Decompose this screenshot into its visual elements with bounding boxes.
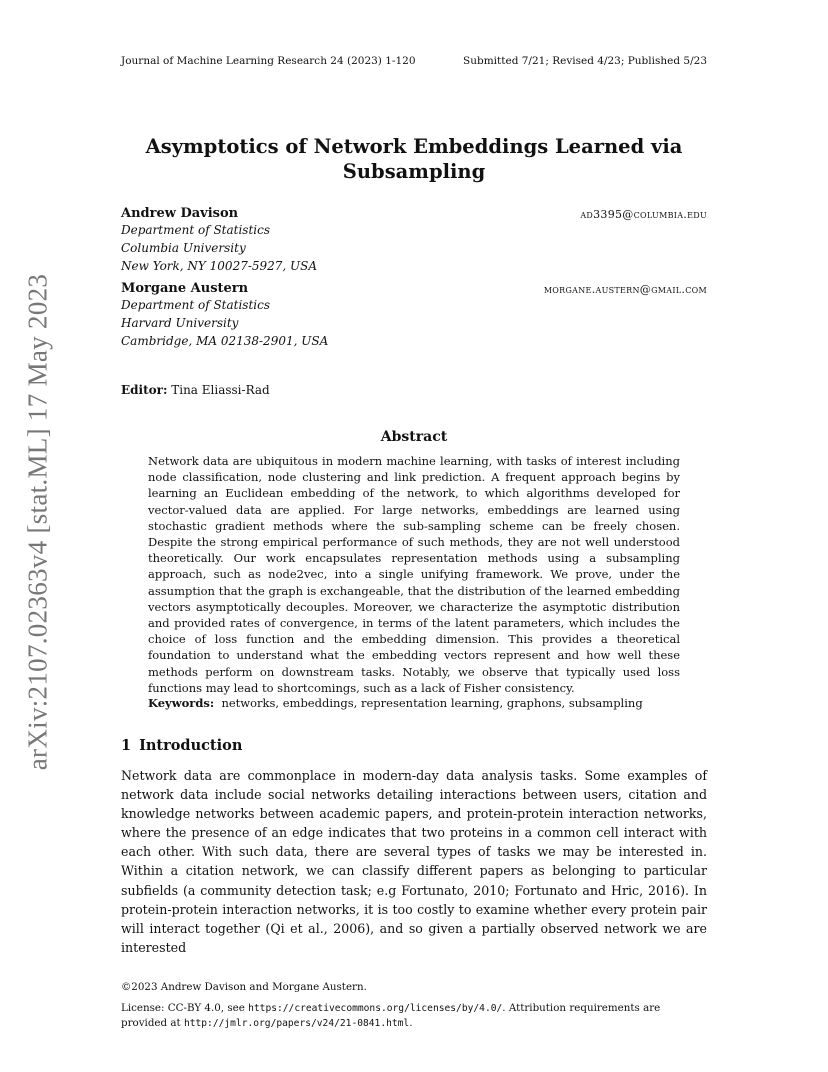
author-university: Columbia University	[121, 241, 246, 255]
author-address: New York, NY 10027-5927, USA	[121, 259, 318, 273]
license-notice	[121, 1001, 707, 1031]
keywords-list: networks, embeddings, representation learning, graphons, subsampling	[221, 696, 643, 710]
keywords-label: Keywords:	[148, 696, 215, 710]
section-title: Introduction	[139, 737, 243, 754]
author-address: Cambridge, MA 02138-2901, USA	[121, 334, 329, 348]
author-department: Department of Statistics	[121, 223, 270, 237]
editor-line	[121, 383, 270, 397]
license-link[interactable]: https://creativecommons.org/licenses/by/4.0/	[248, 1003, 503, 1014]
author-email[interactable]: morgane.austern@gmail.com	[543, 283, 707, 296]
license-prefix: License: CC-BY 4.0, see	[121, 1002, 245, 1014]
editor-label: Editor:	[121, 383, 168, 397]
paper-link[interactable]: http://jmlr.org/papers/v24/21-0841.html	[183, 1018, 410, 1029]
section-number: 1	[121, 737, 132, 754]
publication-dates: Submitted 7/21; Revised 4/23; Published 5/23	[463, 55, 707, 67]
section-heading	[121, 737, 242, 754]
author-department: Department of Statistics	[121, 298, 270, 312]
author-block-1	[121, 206, 707, 275]
title-line-1: Asymptotics of Network Embeddings Learned via	[145, 135, 683, 158]
abstract-heading: Abstract	[380, 429, 448, 445]
arxiv-stamp-text: arXiv:2107.02363v4 [stat.ML] 17 May 2023	[22, 273, 53, 771]
author-name: Andrew Davison	[121, 206, 239, 221]
editor-name: Tina Eliassi-Rad	[171, 383, 270, 397]
license-end: .	[409, 1017, 413, 1029]
journal-header: Journal of Machine Learning Research 24 (2023) 1-120	[121, 55, 416, 67]
author-block-2	[121, 281, 707, 350]
title-line-2: Subsampling	[342, 160, 486, 183]
copyright-notice: ©2023 Andrew Davison and Morgane Austern.	[121, 981, 367, 993]
author-email[interactable]: ad3395@columbia.edu	[580, 208, 707, 221]
abstract-text: Network data are ubiquitous in modern machine learning, with tasks of interest including node classification, node clustering and link prediction. A frequent approach begins by learning an Euclidean embedding of the network, to which algorithms developed for vector-valued data are applied. For large networks, embeddings are learned using stochastic gradient methods where the sub-sampling scheme can be freely chosen. Despite the strong empirical performance of such methods, they are not well understood theoretically. Our work encapsulates representation methods using a subsampling approach, such as node2vec, into a single unifying framework. We prove, under the assumption that the graph is exchangeable, that the distribution of the learned embedding vectors asymptotically decouples. Moreover, we characterize the asymptotic distribution and provided rates of convergence, in terms of the latent parameters, which includes the choice of loss function and the embedding dimension. This provides a theoretical foundation to understand what the embedding vectors represent and how well these methods perform on downstream tasks. Notably, we observe that typically used loss functions may lead to shortcomings, such as a lack of Fisher consistency.	[148, 454, 680, 695]
author-name: Morgane Austern	[121, 281, 249, 296]
license-middle: . Attribution requirements are provided at	[121, 1002, 661, 1029]
keywords-line	[148, 696, 680, 710]
introduction-text: Network data are commonplace in modern-day data analysis tasks. Some examples of network data include social networks detailing interactions between users, citation and knowledge networks between academic papers, and protein-protein interaction networks, where the presence of an edge indicates that two proteins in a common cell interact with each other. With such data, there are several types of tasks we may be interested in. Within a citation network, we can classify different papers as belonging to particular subfields (a community detection task; e.g Fortunato, 2010; Fortunato and Hric, 2016). In protein-protein interaction networks, it is too costly to examine whether every protein pair will interact together (Qi et al., 2006), and so given a partially observed network we are interested	[121, 768, 707, 955]
paper-title	[121, 134, 707, 184]
author-university: Harvard University	[121, 316, 239, 330]
